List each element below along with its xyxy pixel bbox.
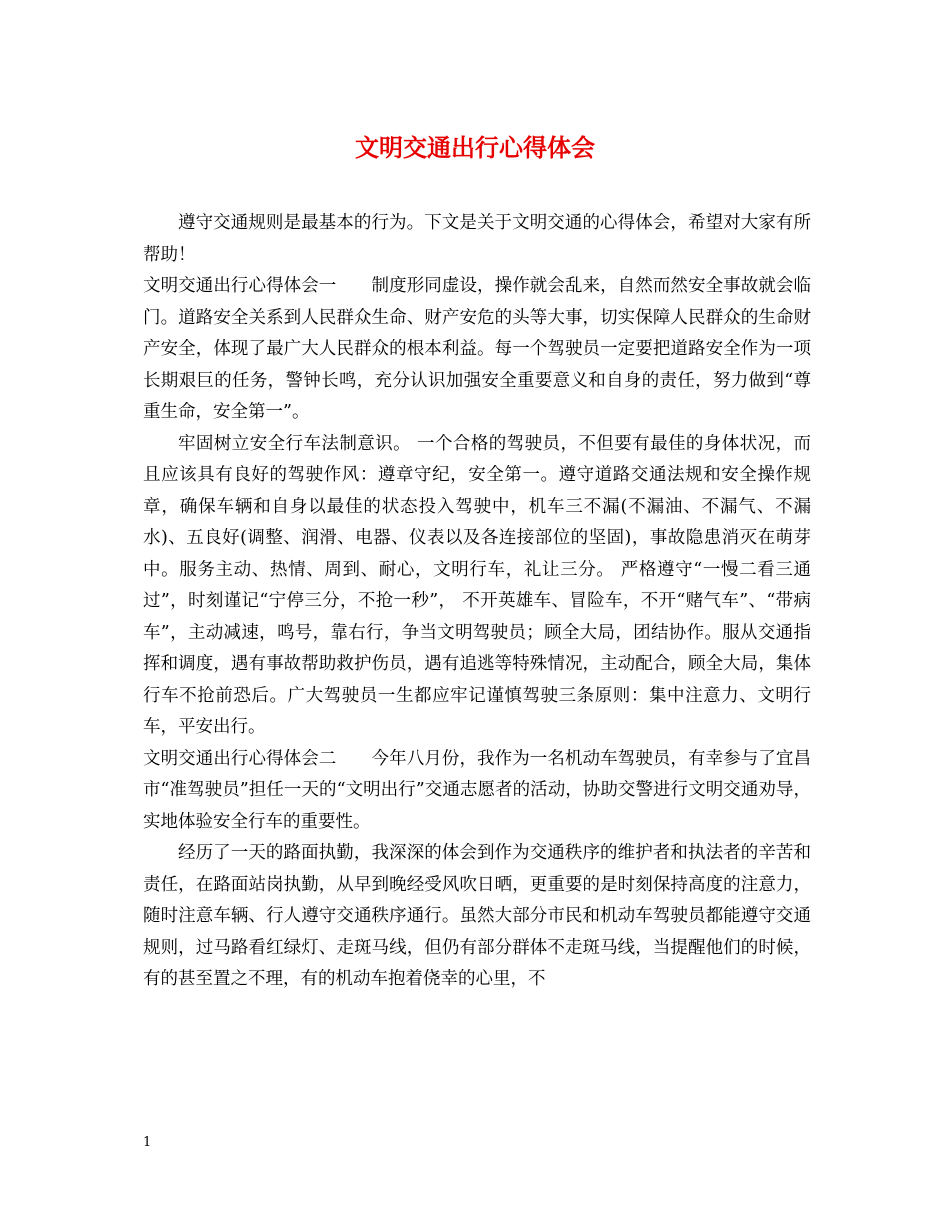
paragraph-section-one: 文明交通出行心得体会一 制度形同虚设，操作就会乱来，自然而然安全事故就会临门。道路安全关系到人民群众生命、财产安危的头等大事，切实保障人民群众的生命财产安全，体现了最广大人民群众的根本利益。每一个驾驶员一定要把道路安全作为一项长期艰巨的任务，警钟长鸣，充分认识加强安全重要意义和自身的责任，努力做到“尊重生命，安全第一”。	[143, 276, 811, 422]
paragraph-intro: 遵守交通规则是最基本的行为。下文是关于文明交通的心得体会，希望对大家有所帮助！	[143, 213, 811, 265]
page-number: 1	[143, 1135, 152, 1150]
paragraph-duty-experience: 经历了一天的路面执勤，我深深的体会到作为交通秩序的维护者和执法者的辛苦和责任，在路面站岗执勤，从早到晚经受风吹日晒，更重要的是时刻保持高度的注意力，随时注意车辆、行人遵守交通秩序通行。虽然大部分市民和机动车驾驶员都能遵守交通规则，过马路看红绿灯、走斑马线，但仍有部分群体不走斑马线，当提醒他们的时候，有的甚至置之不理，有的机动车抱着侥幸的心里，不	[143, 843, 811, 989]
document-title: 文明交通出行心得体会	[355, 133, 595, 162]
document-body	[143, 208, 811, 996]
paragraph-section-two: 文明交通出行心得体会二 今年八月份，我作为一名机动车驾驶员，有幸参与了宜昌市“准驾驶员”担任一天的“文明出行”交通志愿者的活动，协助交警进行文明交通劝导，实地体验安全行车的重要性。	[143, 748, 811, 832]
paragraph-safety-awareness: 牢固树立安全行车法制意识。 一个合格的驾驶员，不但要有最佳的身体状况，而且应该具有良好的驾驶作风：遵章守纪，安全第一。遵守道路交通法规和安全操作规章，确保车辆和自身以最佳的状态投入驾驶中，机车三不漏(不漏油、不漏气、不漏水)、五良好(调整、润滑、电器、仪表以及各连接部位的坚固)，事故隐患消灭在萌芽中。服务主动、热情、周到、耐心，文明行车，礼让三分。 严格遵守“一慢二看三通过”，时刻谨记“宁停三分，不抢一秒”， 不开英雄车、冒险车，不开“赌气车”、“带病车”，主动减速，鸣号，靠右行，争当文明驾驶员；顾全大局，团结协作。服从交通指挥和调度，遇有事故帮助救护伤员，遇有追逃等特殊情况，主动配合，顾全大局，集体行车不抢前恐后。广大驾驶员一生都应牢记谨慎驾驶三条原则：集中注意力、文明行车，平安出行。	[143, 433, 811, 737]
